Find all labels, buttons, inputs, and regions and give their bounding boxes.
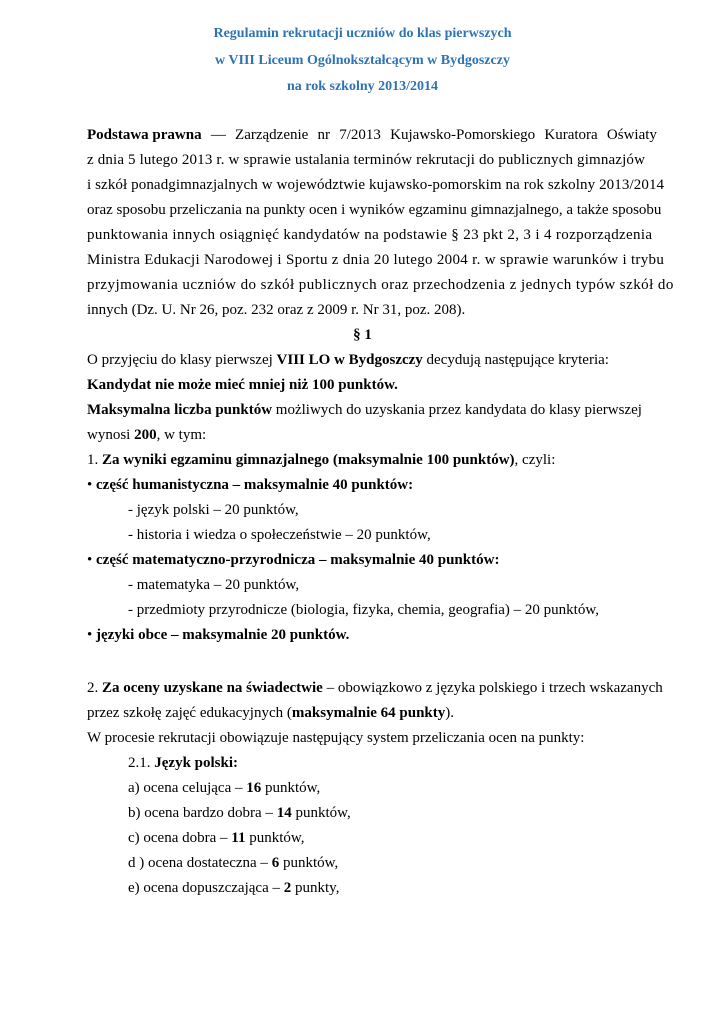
grade-row: d ) ocena dostateczna – 6 punktów,	[128, 855, 339, 871]
max-points-line-2: wynosi 200, w tym:	[87, 427, 207, 443]
legal-basis-line-2: z dnia 5 lutego 2013 r. w sprawie ustalania terminów rekrutacji do publicznych gimnazjów	[87, 152, 646, 168]
certificate-grades-point: 2. Za oceny uzyskane na świadectwie – obowiązkowo z języka polskiego i trzech wskazanych	[87, 680, 663, 696]
document-title-line-2: w VIII Liceum Ogólnokształcącym w Bydgoszczy	[215, 53, 510, 68]
exam-results-point: 1. Za wyniki egzaminu gimnazjalnego (maksymalnie 100 punktów), czyli:	[87, 452, 556, 468]
legal-basis-line-8: innych (Dz. U. Nr 26, poz. 232 oraz z 2009 r. Nr 31, poz. 208).	[87, 302, 466, 318]
legal-basis-line-4: oraz sposobu przeliczania na punkty ocen i wyników egzaminu gimnazjalnego, a także sposobu	[87, 202, 662, 218]
math-science-item: - matematyka – 20 punktów,	[128, 577, 300, 593]
humanities-part: • część humanistyczna – maksymalnie 40 punktów:	[87, 477, 414, 493]
humanities-item: - historia i wiedza o społeczeństwie – 20 punktów,	[128, 527, 431, 543]
document-title-line-1: Regulamin rekrutacji uczniów do klas pierwszych	[213, 26, 512, 41]
legal-basis-line-7: przyjmowania uczniów do szkół publicznych oraz przechodzenia z jednych typów szkół do	[87, 277, 674, 293]
grade-row: e) ocena dopuszczająca – 2 punkty,	[128, 880, 340, 896]
grade-row: b) ocena bardzo dobra – 14 punktów,	[128, 805, 351, 821]
legal-basis-line-6: Ministra Edukacji Narodowej i Sportu z dnia 20 lutego 2004 r. w sprawie warunków i trybu	[87, 252, 665, 268]
legal-basis-label: Podstawa prawna	[87, 127, 202, 143]
legal-basis-line-5: punktowania innych osiągnięć kandydatów na podstawie § 23 pkt 2, 3 i 4 rozporządzenia	[87, 227, 653, 243]
certificate-grades-line-2: przez szkołę zajęć edukacyjnych (maksymalnie 64 punkty).	[87, 705, 455, 721]
min-points-rule: Kandydat nie może mieć mniej niż 100 punktów.	[87, 377, 398, 393]
document-title-line-3: na rok szkolny 2013/2014	[286, 79, 439, 94]
foreign-languages-part: • języki obce – maksymalnie 20 punktów.	[87, 627, 350, 643]
admission-intro: O przyjęciu do klasy pierwszej VIII LO w Bydgoszczy decydują następujące kryteria:	[87, 352, 609, 368]
humanities-item: - język polski – 20 punktów,	[128, 502, 299, 518]
section-1-heading: § 1	[353, 327, 372, 343]
legal-basis-line-1: Podstawa prawna — Zarządzenie nr 7/2013 Kujawsko-Pomorskiego Kuratora Oświaty	[87, 127, 657, 143]
grade-row: c) ocena dobra – 11 punktów,	[128, 830, 305, 846]
legal-basis-line-3: i szkół ponadgimnazjalnych w województwie kujawsko-pomorskim na rok szkolny 2013/2014	[87, 177, 665, 193]
math-science-part: • część matematyczno-przyrodnicza – maksymalnie 40 punktów:	[87, 552, 500, 568]
polish-language-heading: 2.1. Język polski:	[128, 755, 239, 771]
max-points-line-1: Maksymalna liczba punktów możliwych do uzyskania przez kandydata do klasy pierwszej	[87, 402, 642, 418]
math-science-item: - przedmioty przyrodnicze (biologia, fizyka, chemia, geografia) – 20 punktów,	[128, 602, 599, 618]
conversion-system-intro: W procesie rekrutacji obowiązuje następujący system przeliczania ocen na punkty:	[87, 730, 585, 746]
grade-row: a) ocena celująca – 16 punktów,	[128, 780, 321, 796]
